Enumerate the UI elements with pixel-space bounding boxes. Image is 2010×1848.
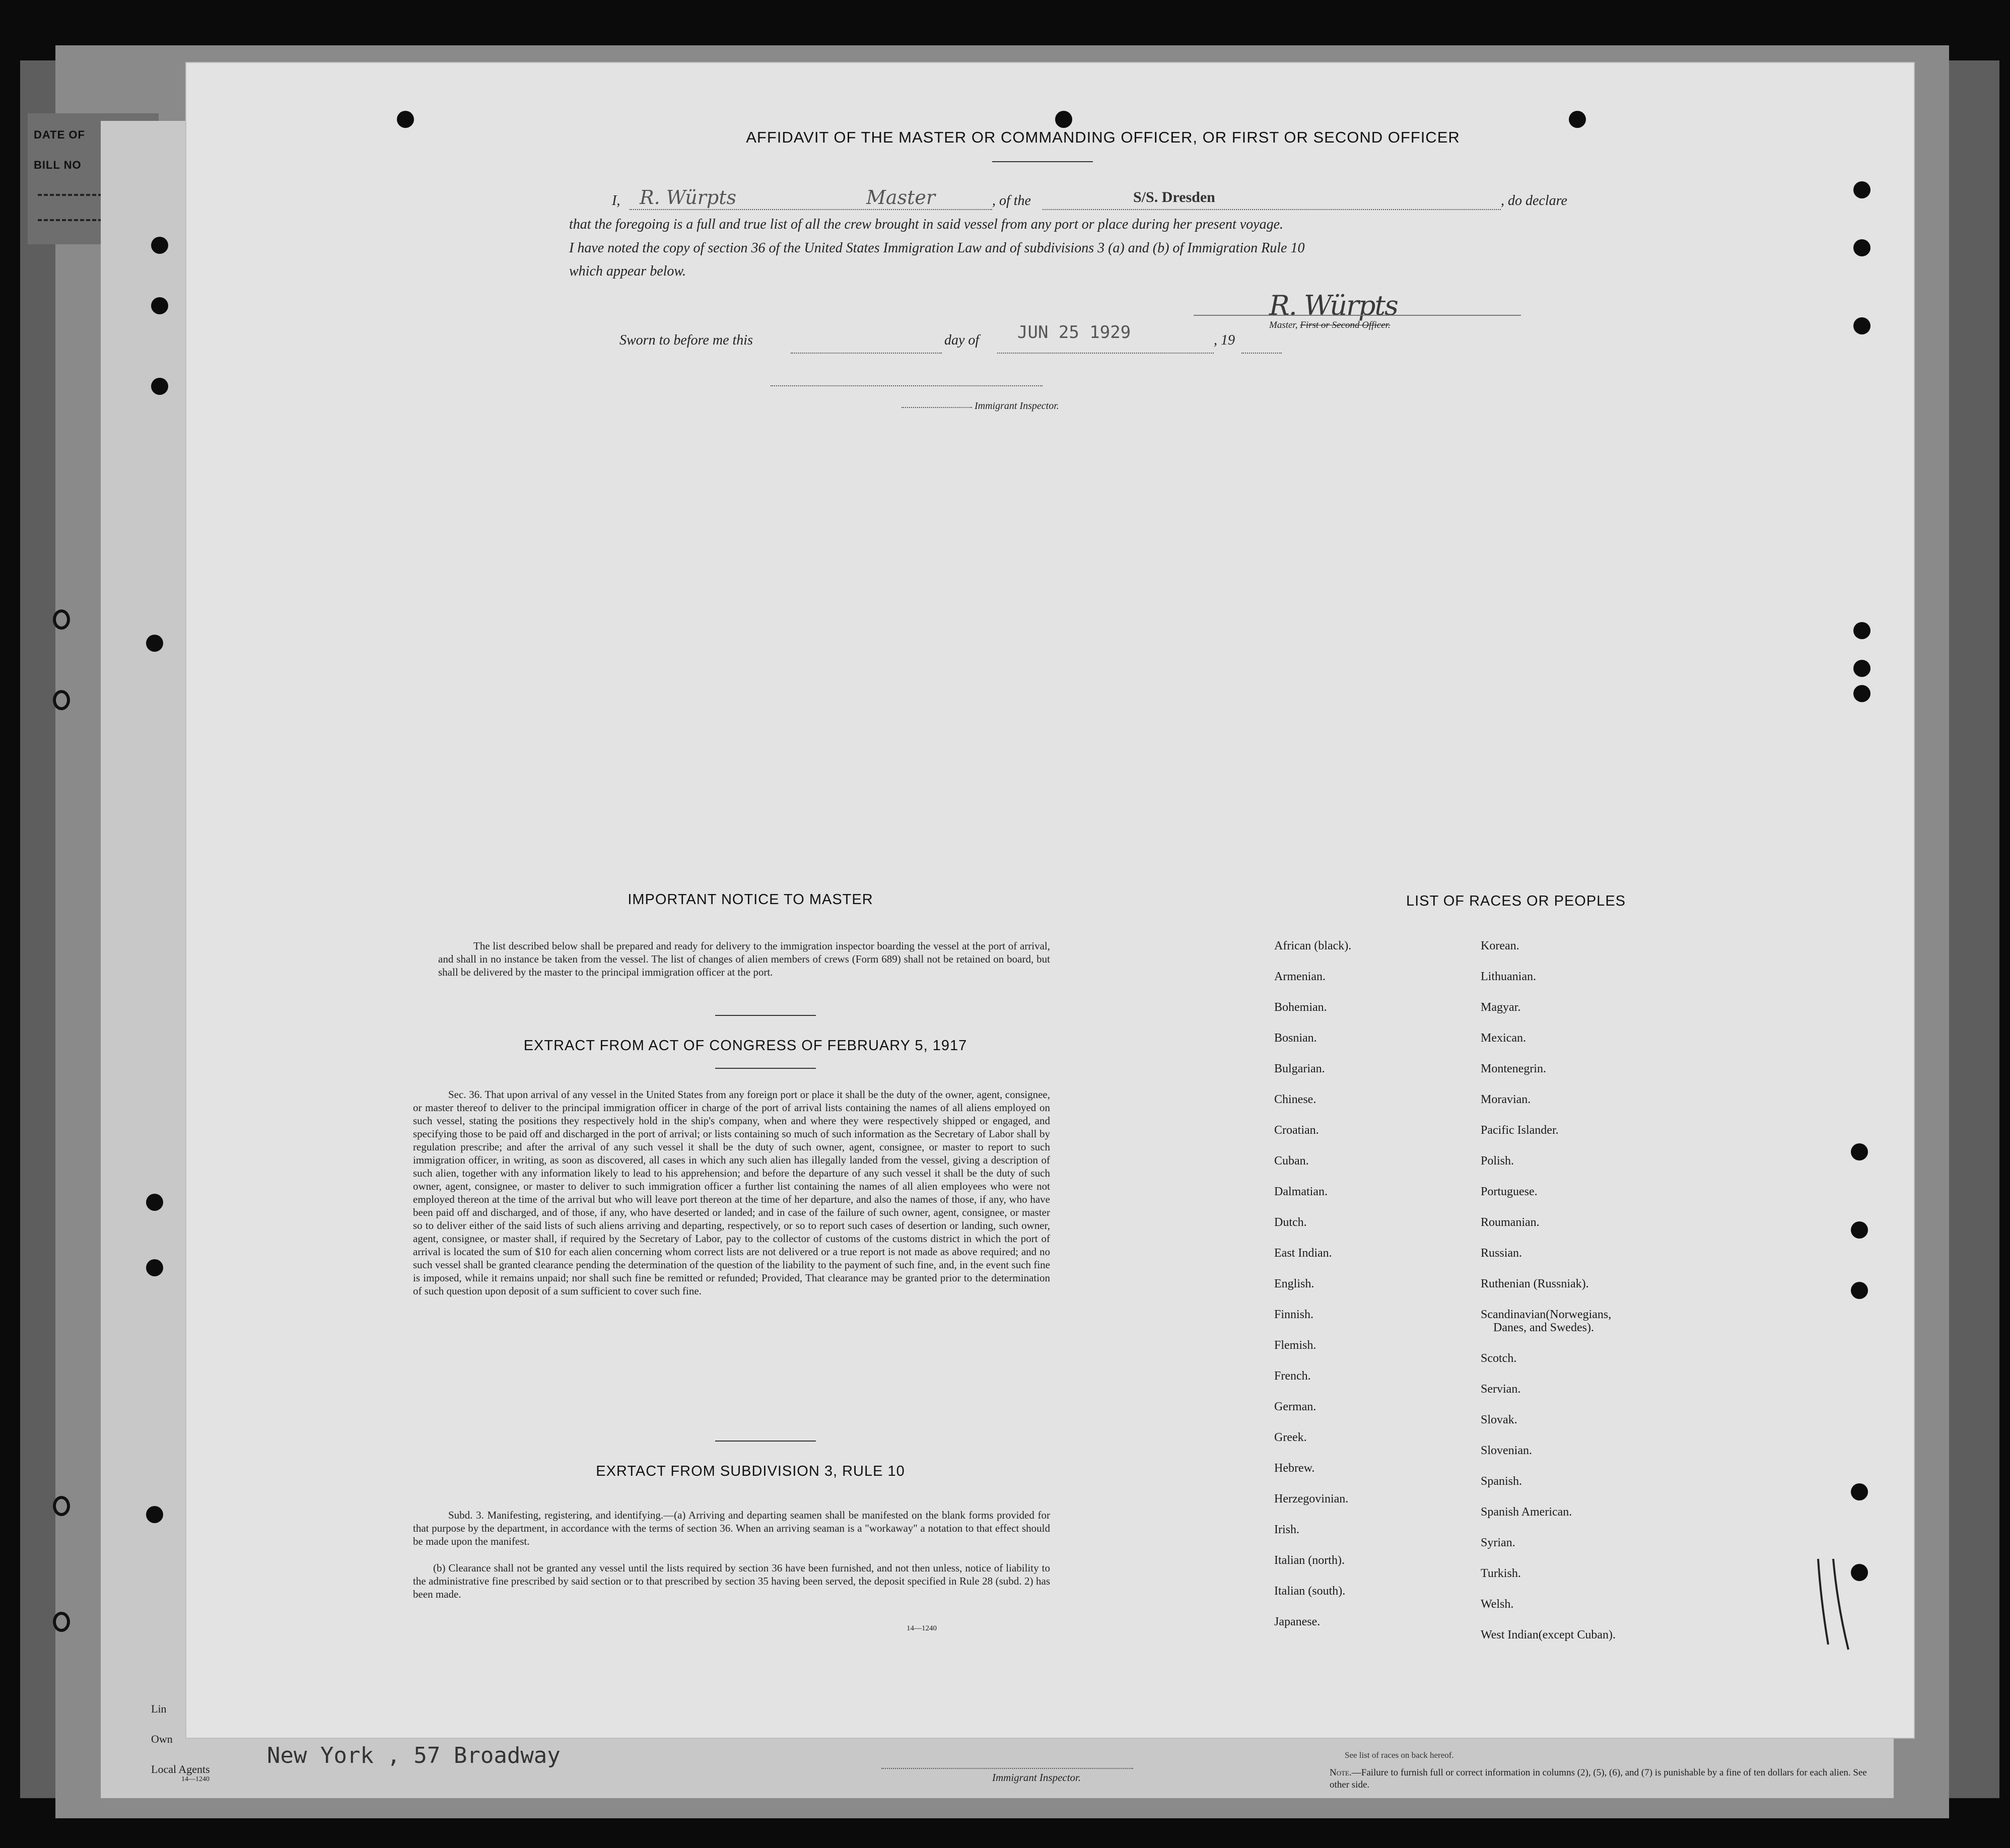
race-entry: Flemish. [1274, 1339, 1316, 1352]
race-entry: Bosnian. [1274, 1032, 1317, 1045]
race-entry: Japanese. [1274, 1615, 1321, 1628]
master-signature: R. Würpts [1269, 290, 1398, 321]
rule-title: EXRTACT FROM SUBDIVISION 3, RULE 10 [596, 1463, 905, 1479]
name-rule [630, 209, 992, 210]
pencil-mark-icon [1813, 1554, 1853, 1655]
declarant-prefix: I, [612, 193, 620, 209]
year-rule [1241, 353, 1282, 354]
declarant-name: R. Würpts [640, 186, 737, 209]
punch-hole-icon [1853, 239, 1870, 256]
race-entry: Chinese. [1274, 1093, 1316, 1106]
form-number: 14—1240 [907, 1624, 937, 1632]
binder-hole-icon [146, 635, 163, 652]
sworn-month-rule [997, 353, 1214, 354]
race-entry: Spanish American. [1481, 1505, 1572, 1519]
races-column-1 [1274, 939, 1476, 1645]
race-entry: Servian. [1481, 1383, 1521, 1396]
race-entry: Greek. [1274, 1431, 1307, 1444]
vessel-rule [1043, 209, 1501, 210]
punch-hole-icon [1851, 1483, 1868, 1500]
bottom-inspector-rule [881, 1768, 1133, 1769]
race-entry: Scotch. [1481, 1352, 1517, 1365]
inspector-rule [902, 407, 972, 408]
race-entry: Slovak. [1481, 1413, 1517, 1426]
owner-label: Own [151, 1733, 173, 1745]
races-title: LIST OF RACES OR PEOPLES [1406, 893, 1626, 909]
affidavit-line-3: I have noted the copy of section 36 of the United States Immigration Law and of subdivisions 3 (a) and (b) of Immigration Rule 10 [569, 240, 1305, 256]
binder-hole-icon [151, 297, 168, 314]
race-entry: Pacific Islander. [1481, 1124, 1559, 1137]
bill-no-label: BILL NO [34, 159, 82, 171]
local-agents-form-no: 14—1240 [181, 1775, 210, 1783]
affidavit-sheet [186, 63, 1914, 1738]
race-entry: Italian (north). [1274, 1554, 1345, 1567]
binder-hole-icon [146, 1194, 163, 1211]
signature-rule [1194, 315, 1521, 316]
rule-divider [715, 1441, 816, 1442]
race-entry: Mexican. [1481, 1032, 1526, 1045]
notice-divider [715, 1015, 816, 1016]
race-entry: Danes, and Swedes). [1493, 1321, 1594, 1334]
affidavit-title: AFFIDAVIT OF THE MASTER OR COMMANDING OFFICER, OR FIRST OR SECOND OFFICER [746, 128, 1460, 146]
agents-stamp: New York , 57 Broadway [267, 1743, 561, 1768]
of-the-label: , of the [992, 193, 1031, 209]
day-of-label: day of [944, 332, 980, 348]
binder-hole-icon [53, 609, 70, 630]
race-entry: Italian (south). [1274, 1585, 1346, 1598]
race-entry: Cuban. [1274, 1154, 1309, 1168]
binder-hole-icon [146, 1259, 163, 1276]
race-entry: Turkish. [1481, 1567, 1521, 1580]
sworn-day-rule [791, 353, 942, 354]
punch-hole-icon [1853, 317, 1870, 334]
race-entry: Ruthenian (Russniak). [1481, 1277, 1589, 1290]
inspector-label: Immigrant Inspector. [975, 400, 1059, 412]
act-body: Sec. 36. That upon arrival of any vessel in the United States from any foreign port or place it shall be the duty of the owner, agent, consignee, or master thereof to deliver to the principal immigration officer in charge of the port of arrival lists containing the names of all aliens employed on such vessel, stating the positions they respectively hold in the ship's company, when and where they were respectively shipped or engaged, and specifying those to be paid off and discharged in the port of arrival; or lists containing so much of such information as the Secretary of Labor shall by regulation prescribe; and after the arrival of any such vessel it shall be the duty of such owner, agent, consignee, or master to report to such immigration officer, in writing, as soon as discovered, all cases in which any such alien has illegally landed from the vessel, giving a description of such alien, together with any information likely to lead to his apprehension; and before the departure of any such vessel it shall be the duty of such owner, agent, consignee, or master to deliver to such immigration officer a further list containing the names of all alien employees who were not employed thereon at the time of the arrival but who will leave port thereon at the time of her departure, and also the names of those, if any, who have been paid off and discharged, and of those, if any, who have deserted or landed; and in case of the failure of such owner, agent, consignee, or master so to deliver either of the said lists of such aliens arriving and departing, respectively, or so to report such cases of desertion or landing, such owner, agent, consignee, or master shall, if required by the Secretary of Labor, pay to the collector of customs of the customs district in which the port of arrival is located the sum of $10 for each alien concerning whom correct lists are not delivered or a true report is not made as above required; and no such vessel shall be granted clearance pending the determination of the question of the liability to the payment of such fine, and, in the event such fine is imposed, while it remains unpaid; nor shall such fine be remitted or refunded; Provided, That clearance may be granted prior to the determination of such question upon deposit of a sum sufficient to cover such fine. [413, 1088, 1050, 1297]
race-entry: Bulgarian. [1274, 1062, 1325, 1075]
race-entry: Magyar. [1481, 1001, 1521, 1014]
race-entry: Lithuanian. [1481, 970, 1536, 983]
race-entry: Croatian. [1274, 1124, 1319, 1137]
race-entry: African (black). [1274, 939, 1352, 952]
rule-body-b: (b) Clearance shall not be granted any vessel until the lists required by section 36 have been furnished, and not then unless, notice of liability to the administrative fine prescribed by said section or to that prescribed by section 35 having been served, the deposit specified in Rule 28 (subd. 2) has been made. [413, 1562, 1050, 1600]
race-entry: Moravian. [1481, 1093, 1531, 1106]
act-title: EXTRACT FROM ACT OF CONGRESS OF FEBRUARY 5, 1917 [523, 1038, 967, 1054]
race-entry: Portuguese. [1481, 1185, 1538, 1198]
penalty-note [1330, 1767, 1884, 1791]
date-stamp: JUN 25 1929 [1017, 322, 1131, 343]
binder-hole-icon [53, 690, 70, 710]
race-entry: Scandinavian(Norwegians, [1481, 1308, 1612, 1321]
race-entry: Hebrew. [1274, 1462, 1315, 1475]
line-label: Lin [151, 1702, 167, 1715]
race-entry: East Indian. [1274, 1247, 1332, 1260]
punch-hole-icon [1853, 622, 1870, 639]
punch-hole-icon [1851, 1282, 1868, 1299]
race-entry: Irish. [1274, 1523, 1299, 1536]
punch-hole-icon [1569, 111, 1586, 128]
affidavit-line-4: which appear below. [569, 263, 686, 279]
sworn-label: Sworn to before me this [619, 332, 753, 348]
race-entry: Spanish. [1481, 1475, 1522, 1488]
year-prefix: , 19 [1214, 332, 1235, 348]
notice-body: The list described below shall be prepared and ready for delivery to the immigration inspector boarding the vessel at the port of arrival, and shall in no instance be taken from the vessel. The list of changes of alien members of crews (Form 689) shall not be retained on board, but shall be delivered by the master to the principal immigration officer at the port. [438, 940, 1050, 978]
binder-hole-icon [146, 1506, 163, 1523]
race-entry: Roumanian. [1481, 1216, 1540, 1229]
signature-label [1269, 320, 1391, 331]
act-divider [715, 1068, 816, 1069]
notice-title: IMPORTANT NOTICE TO MASTER [628, 892, 873, 908]
see-list-note: See list of races on back hereof. [1345, 1750, 1454, 1760]
affidavit-line-1 [569, 186, 1738, 214]
punch-hole-icon [1853, 685, 1870, 702]
title-underline [992, 161, 1093, 162]
binder-hole-icon [53, 1496, 70, 1516]
signature-label-master: Master, [1269, 320, 1298, 330]
race-entry: Polish. [1481, 1154, 1514, 1168]
local-agents-label: Local Agents [151, 1763, 210, 1775]
inspector-sign-rule [771, 385, 1043, 386]
race-entry: Armenian. [1274, 970, 1326, 983]
race-entry: Welsh. [1481, 1598, 1514, 1611]
punch-hole-icon [1851, 1143, 1868, 1160]
race-entry: Korean. [1481, 939, 1519, 952]
race-entry: West Indian(except Cuban). [1481, 1628, 1616, 1641]
punch-hole-icon [1055, 111, 1072, 128]
punch-hole-icon [1851, 1221, 1868, 1239]
race-entry: Dutch. [1274, 1216, 1307, 1229]
rule-body-a: Subd. 3. Manifesting, registering, and identifying.—(a) Arriving and departing seamen shall be manifested on the blank forms provided for that purpose by the department, in accordance with the terms of section 36. When an arriving seaman is a "workaway" a notation to that effect should be made upon the manifest. [413, 1509, 1050, 1547]
signature-label-struck: First or Second Officer. [1300, 320, 1391, 330]
affidavit-line-2: that the foregoing is a full and true list of all the crew brought in said vessel from any port or place during her present voyage. [569, 217, 1284, 232]
race-entry: Herzegovinian. [1274, 1492, 1349, 1505]
race-entry: Slovenian. [1481, 1444, 1532, 1457]
punch-hole-icon [1853, 181, 1870, 198]
races-column-2 [1481, 939, 1783, 1645]
bottom-inspector-label: Immigrant Inspector. [992, 1771, 1081, 1784]
race-entry: Russian. [1481, 1247, 1522, 1260]
punch-hole-icon [1851, 1564, 1868, 1581]
note-text: —Failure to furnish full or correct information in columns (2), (5), (6), and (7) is punishable by a fine of ten dollars for each alien. See other side. [1330, 1767, 1867, 1790]
race-entry: Bohemian. [1274, 1001, 1327, 1014]
punch-hole-icon [1853, 660, 1870, 677]
race-entry: French. [1274, 1370, 1311, 1383]
note-label: Note. [1330, 1767, 1352, 1778]
race-entry: Montenegrin. [1481, 1062, 1546, 1075]
race-entry: Syrian. [1481, 1536, 1515, 1549]
date-of-label: DATE OF [34, 128, 85, 141]
punch-hole-icon [397, 111, 414, 128]
declarant-rank: Master [866, 186, 935, 209]
binder-hole-icon [151, 237, 168, 254]
do-declare-label: , do declare [1501, 193, 1567, 209]
binder-hole-icon [53, 1612, 70, 1632]
vessel-name: S/S. Dresden [1133, 189, 1215, 206]
race-entry: Finnish. [1274, 1308, 1314, 1321]
binder-hole-icon [151, 378, 168, 395]
race-entry: Dalmatian. [1274, 1185, 1328, 1198]
race-entry: English. [1274, 1277, 1314, 1290]
race-entry: German. [1274, 1400, 1316, 1413]
